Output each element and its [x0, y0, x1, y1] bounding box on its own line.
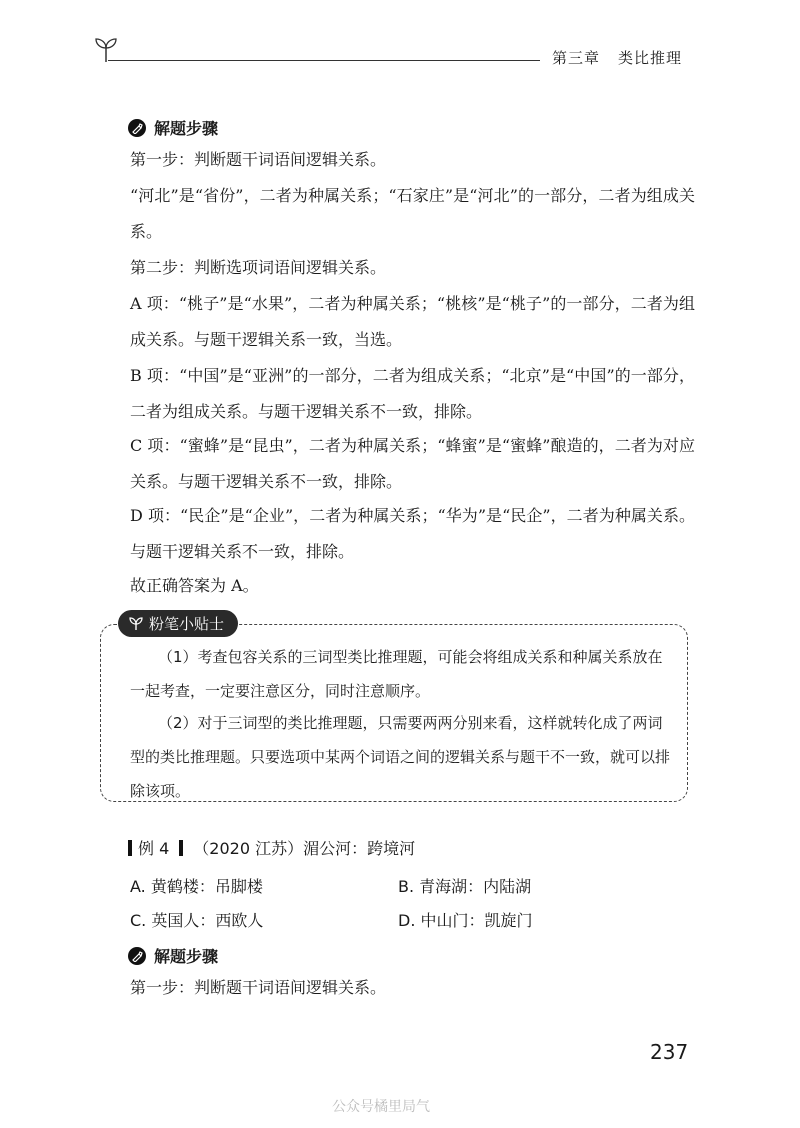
solution-steps-heading-2 [128, 944, 218, 967]
example-stem: 湄公河：跨境河 [303, 839, 416, 858]
tip-point-2: （2）对于三词型的类比推理题，只需要两两分别来看，这样就转化成了两词型的类比推理题。只要选项中某两个词语之间的逻辑关系与题干不一致，就可以排除该项。 [130, 714, 671, 800]
chapter-title: 类比推理 [618, 49, 683, 67]
option-d-analysis: D 项：“民企”是“企业”，二者为种属关系；“华为”是“民企”，二者为种属关系。与题干逻辑关系不一致，排除。 [130, 506, 695, 561]
bar-right [179, 840, 183, 856]
step1-text-2: 第一步：判断题干词语间逻辑关系。 [130, 978, 387, 997]
step2-text: 第二步：判断选项词语间逻辑关系。 [130, 258, 387, 277]
bar-left [128, 840, 132, 856]
example-option-d: D. 中山门：凯旋门 [398, 911, 533, 930]
header-rule [108, 60, 540, 61]
option-a-analysis: A 项：“桃子”是“水果”，二者为种属关系；“桃核”是“桃子”的一部分，二者为组成关系。与题干逻辑关系一致，当选。 [130, 294, 695, 349]
pen-icon [128, 947, 146, 965]
option-c-analysis: C 项：“蜜蜂”是“昆虫”，二者为种属关系；“蜂蜜”是“蜜蜂”酿造的，二者为对应关系。与题干逻辑关系不一致，排除。 [130, 436, 695, 491]
chapter-number: 第三章 [552, 49, 601, 67]
tip-label [118, 610, 238, 637]
pen-icon [128, 119, 146, 137]
step1-text: 第一步：判断题干词语间逻辑关系。 [130, 150, 387, 169]
example-option-c: C. 英国人：西欧人 [130, 911, 264, 930]
example-label: 例 4 [138, 839, 170, 858]
watermark: 公众号橘里局气 [332, 1099, 430, 1115]
tip-label-text: 粉笔小贴士 [149, 615, 225, 633]
heading-text: 解题步骤 [154, 947, 219, 966]
chapter-header [552, 47, 682, 68]
heading-text: 解题步骤 [154, 119, 219, 138]
tip-point-1: （1）考查包容关系的三词型类比推理题，可能会将组成关系和种属关系放在一起考查，一定要注意区分，同时注意顺序。 [130, 648, 663, 700]
sprout-small-icon [128, 617, 144, 631]
option-b-analysis: B 项：“中国”是“亚洲”的一部分，二者为组成关系；“北京”是“中国”的一部分，二者为组成关系。与题干逻辑关系不一致，排除。 [130, 366, 695, 421]
answer-text: 故正确答案为 A。 [130, 576, 259, 595]
stem-analysis: “河北”是“省份”，二者为种属关系；“石家庄”是“河北”的一部分，二者为组成关系。 [130, 186, 695, 241]
example-option-a: A. 黄鹤楼：吊脚楼 [130, 877, 263, 896]
page-number: 237 [650, 1040, 689, 1064]
example-source: （2020 江苏） [193, 839, 304, 858]
example-option-b: B. 青海湖：内陆湖 [398, 877, 532, 896]
solution-steps-heading [128, 116, 218, 139]
example-header [128, 836, 415, 859]
